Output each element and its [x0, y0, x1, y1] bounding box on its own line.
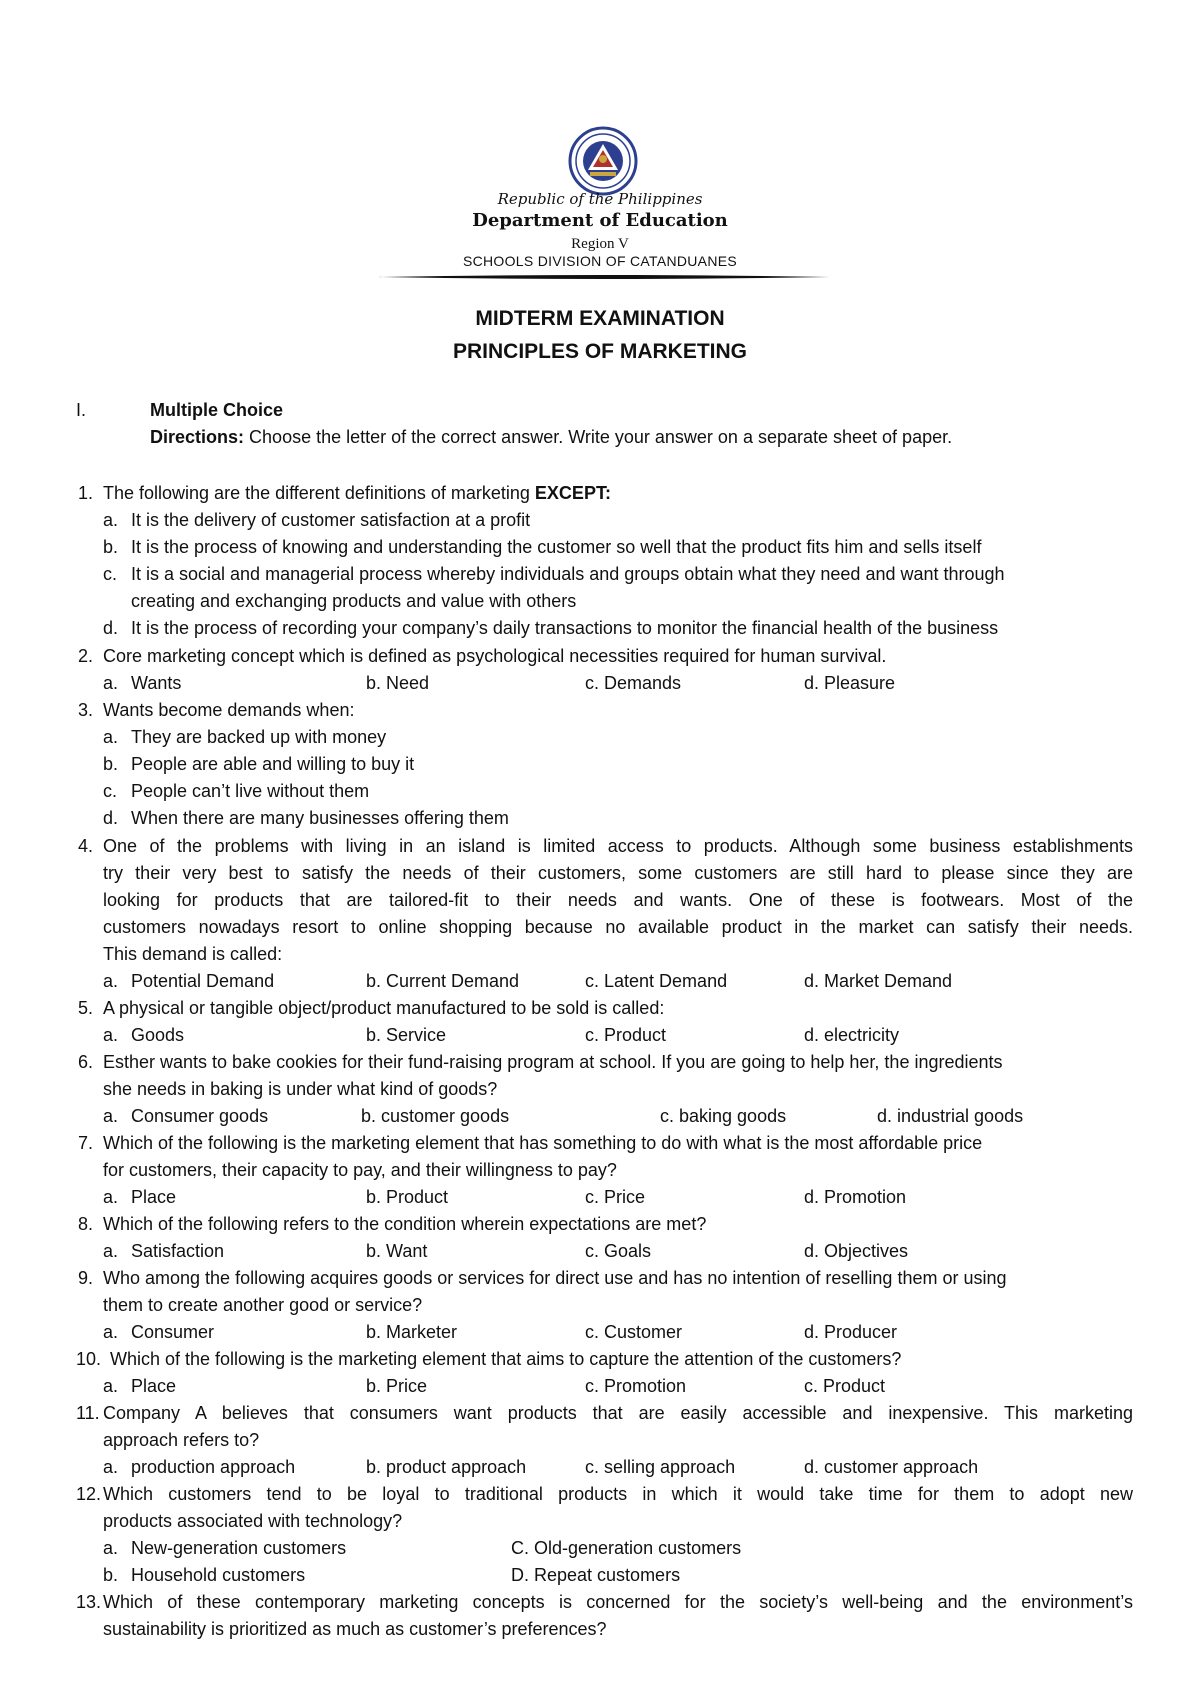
option-text: It is the delivery of customer satisfaction at a profit	[131, 510, 531, 530]
option-text: c. Customer	[585, 1322, 683, 1342]
directions-text: Choose the letter of the correct answer. Write your answer on a separate sheet of paper.	[249, 427, 953, 447]
option-text: c. Latent Demand	[585, 971, 728, 991]
question-line: Which of the following is the marketing element that has something to do with what is the most affordable price	[103, 1133, 983, 1153]
question-line: Company A believes that consumers want products that are easily accessible and inexpensive. This marketing	[103, 1403, 1133, 1423]
question-line: The following are the different definitions of marketing	[103, 483, 535, 503]
option-letter: a.	[103, 1322, 119, 1342]
question-number: 6.	[78, 1052, 94, 1072]
option-text: Goods	[131, 1025, 185, 1045]
question-text: Core marketing concept which is defined as psychological necessities required for human survival.	[103, 646, 887, 666]
option-text: c. baking goods	[660, 1106, 787, 1126]
question-line: Who among the following acquires goods or services for direct use and has no intention of reselling them or using	[103, 1268, 1007, 1288]
directions-label: Directions:	[150, 427, 245, 447]
option-letter: a.	[103, 1025, 119, 1045]
option-letter: a.	[103, 1241, 119, 1261]
option-letter: b.	[103, 754, 119, 774]
question-line: for customers, their capacity to pay, and their willingness to pay?	[103, 1160, 617, 1180]
option-letter: c.	[103, 781, 118, 801]
option-letter: a.	[103, 971, 119, 991]
option-text: c. Goals	[585, 1241, 652, 1261]
option-text: c. Demands	[585, 673, 682, 693]
option-letter: a.	[103, 1457, 119, 1477]
question-line: This demand is called:	[103, 944, 283, 964]
option-text: d. Market Demand	[804, 971, 953, 991]
option-letter: a.	[103, 1106, 119, 1126]
deped-seal-icon	[568, 126, 638, 196]
option-letter: c.	[103, 564, 118, 584]
option-text: b. Service	[366, 1025, 447, 1045]
option-text: Place	[131, 1187, 177, 1207]
option-text: It is the process of recording your company’s daily transactions to monitor the financial health of the business	[131, 618, 999, 638]
option-text: People can’t live without them	[131, 781, 370, 801]
question-line: Which customers tend to be loyal to traditional products in which it would take time for them to adopt new	[103, 1484, 1133, 1504]
option-text: b. Price	[366, 1376, 428, 1396]
option-text: c. Promotion	[585, 1376, 687, 1396]
division-line: SCHOOLS DIVISION OF CATANDUANES	[462, 253, 738, 269]
question-line: Which of these contemporary marketing concepts is concerned for the society’s well-being and the environment’s	[103, 1592, 1133, 1612]
question-number: 13.	[76, 1592, 102, 1612]
question-emphasis: EXCEPT:	[534, 483, 611, 503]
option-text: d. Promotion	[804, 1187, 907, 1207]
option-letter: d.	[103, 618, 119, 638]
option-text: d. Objectives	[804, 1241, 909, 1261]
subject-title: PRINCIPLES OF MARKETING	[452, 340, 747, 363]
question-line: them to create another good or service?	[103, 1295, 423, 1315]
question-number: 4.	[78, 836, 94, 856]
option-text: c. selling approach	[585, 1457, 736, 1477]
question-line: try their very best to satisfy the needs of their customers, some customers are still hard to please since they are	[103, 863, 1133, 883]
question-line: looking for products that are tailored-fit to their needs and wants. One of these is footwears. Most of the	[103, 890, 1133, 910]
question-number: 7.	[78, 1133, 94, 1153]
question-number: 10.	[76, 1349, 102, 1369]
option-letter: a.	[103, 510, 119, 530]
option-letter: b.	[103, 537, 119, 557]
option-letter: a.	[103, 1187, 119, 1207]
directions	[150, 427, 952, 448]
option-text: Household customers	[131, 1565, 306, 1585]
question-text: Which of the following is the marketing element that aims to capture the attention of the customers?	[110, 1349, 902, 1369]
question-text: A physical or tangible object/product manufactured to be sold is called:	[103, 998, 665, 1018]
question-number: 5.	[78, 998, 94, 1018]
option-text: New-generation customers	[131, 1538, 347, 1558]
option-text: Wants	[131, 673, 182, 693]
option-text: c. Product	[585, 1025, 667, 1045]
option-text: b. Product	[366, 1187, 449, 1207]
option-text: b. product approach	[366, 1457, 527, 1477]
question-line: customers nowadays resort to online shopping because no available product in the market can satisfy their needs.	[103, 917, 1133, 937]
option-letter: a.	[103, 1538, 119, 1558]
option-text: Potential Demand	[131, 971, 275, 991]
question-text: Wants become demands when:	[103, 700, 355, 720]
option-text: b. customer goods	[361, 1106, 510, 1126]
option-text: It is the process of knowing and understanding the customer so well that the product fits him and sells itself	[131, 537, 982, 557]
option-text: production approach	[131, 1457, 296, 1477]
option-text: Satisfaction	[131, 1241, 225, 1261]
option-text: C. Old-generation customers	[511, 1538, 742, 1558]
option-text: b. Need	[366, 673, 430, 693]
question-number: 3.	[78, 700, 94, 720]
exam-title: MIDTERM EXAMINATION	[475, 307, 725, 330]
option-letter: a.	[103, 727, 119, 747]
section-title: Multiple Choice	[150, 400, 284, 420]
option-text: d. customer approach	[804, 1457, 979, 1477]
option-text: D. Repeat customers	[511, 1565, 681, 1585]
option-letter: a.	[103, 1376, 119, 1396]
question-number: 8.	[78, 1214, 94, 1234]
question-line: Esther wants to bake cookies for their fund-raising program at school. If you are going to help her, the ingredients	[103, 1052, 1003, 1072]
question-number: 11.	[76, 1403, 100, 1423]
option-text: b. Marketer	[366, 1322, 458, 1342]
question-number: 2.	[78, 646, 94, 666]
option-letter: b.	[103, 1565, 119, 1585]
department-line: Department of Education	[472, 210, 728, 231]
republic-line: Republic of the Philippines	[497, 190, 703, 208]
option-text: d. Pleasure	[804, 673, 896, 693]
region-line: Region V	[571, 236, 629, 252]
option-text: It is a social and managerial process whereby individuals and groups obtain what they need and want through	[131, 564, 1005, 584]
question-line: sustainability is prioritized as much as customer’s preferences?	[103, 1619, 607, 1639]
option-text: Place	[131, 1376, 177, 1396]
option-letter: d.	[103, 808, 119, 828]
question-text	[103, 482, 611, 504]
option-text: d. industrial goods	[877, 1106, 1024, 1126]
header-divider	[378, 274, 830, 280]
question-text: Which of the following refers to the condition wherein expectations are met?	[103, 1214, 707, 1234]
option-text: Consumer	[131, 1322, 215, 1342]
question-line: she needs in baking is under what kind of goods?	[103, 1079, 498, 1099]
option-text: b. Current Demand	[366, 971, 520, 991]
option-text: c. Product	[804, 1376, 886, 1396]
question-number: 12.	[76, 1484, 102, 1504]
question-number: 1.	[78, 483, 94, 503]
option-text: When there are many businesses offering them	[131, 808, 509, 828]
option-text: d. Producer	[804, 1322, 898, 1342]
question-number: 9.	[78, 1268, 94, 1288]
option-text: People are able and willing to buy it	[131, 754, 415, 774]
question-line: products associated with technology?	[103, 1511, 403, 1531]
option-text: c. Price	[585, 1187, 646, 1207]
section-number: I.	[76, 400, 87, 420]
option-text: They are backed up with money	[131, 727, 387, 747]
option-text: b. Want	[366, 1241, 428, 1261]
question-line: One of the problems with living in an island is limited access to products. Although some business establishments	[103, 836, 1133, 856]
option-letter: a.	[103, 673, 119, 693]
question-line: approach refers to?	[103, 1430, 260, 1450]
option-text: d. electricity	[804, 1025, 900, 1045]
option-text-continued: creating and exchanging products and value with others	[131, 591, 577, 611]
option-text: Consumer goods	[131, 1106, 269, 1126]
